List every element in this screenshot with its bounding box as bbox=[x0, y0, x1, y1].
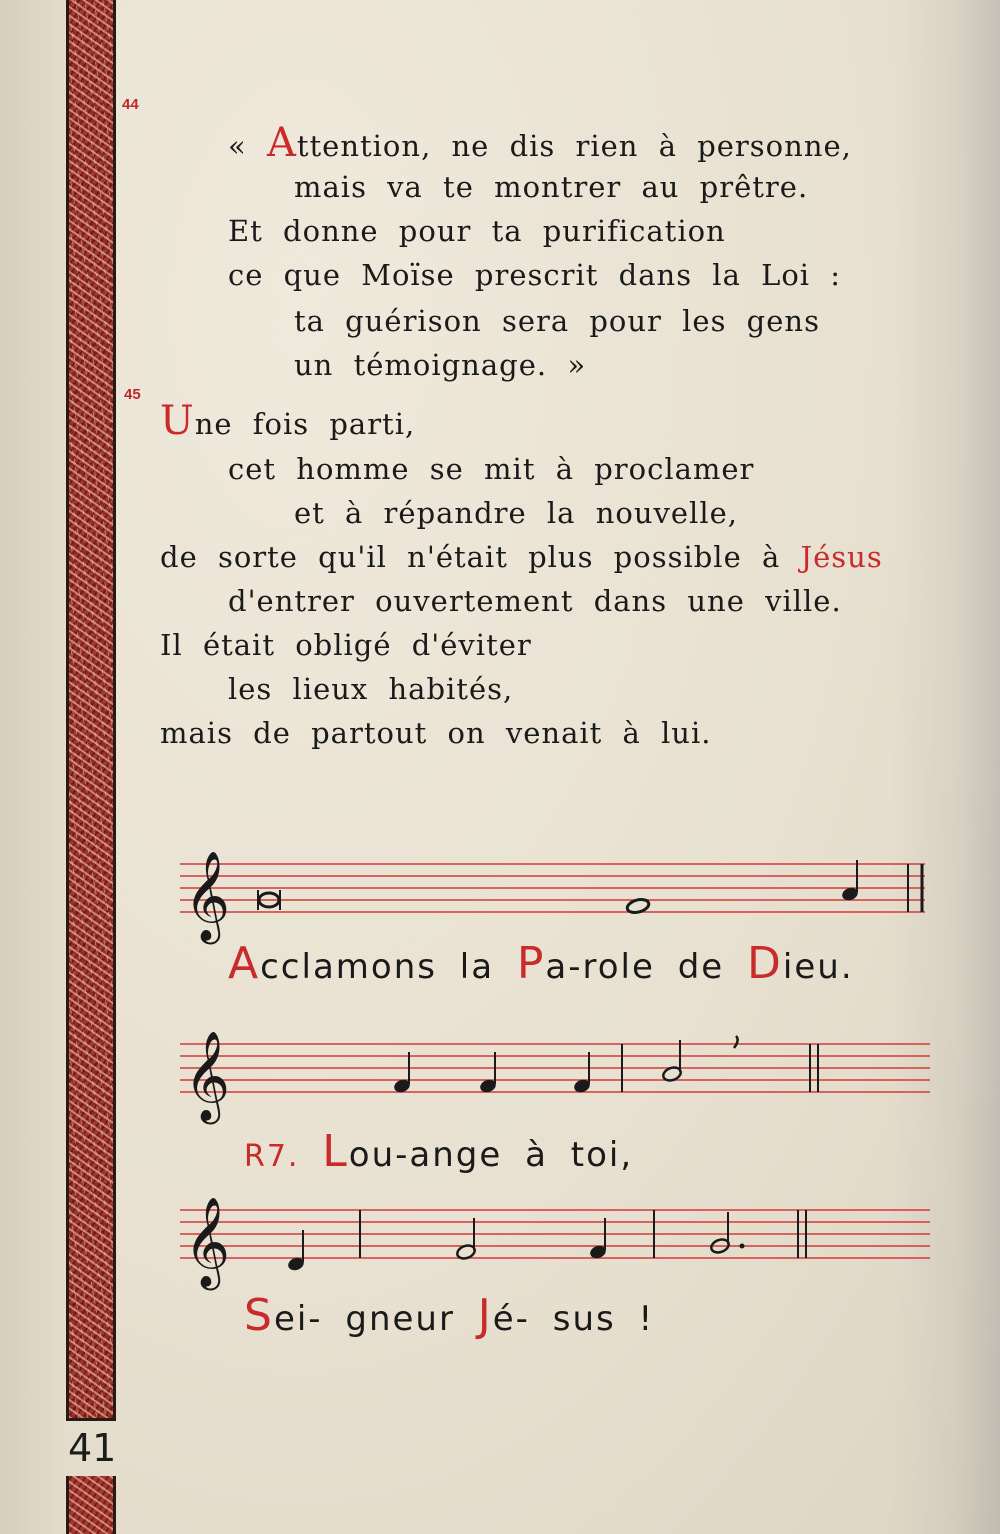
quarter-note-icon bbox=[572, 1052, 591, 1094]
verse-line: ta guérison sera pour les gens bbox=[294, 304, 820, 338]
music-staff-1 bbox=[180, 830, 940, 950]
half-note-icon bbox=[661, 1040, 682, 1083]
quarter-note-icon bbox=[478, 1052, 497, 1094]
acclamation-lyric bbox=[228, 938, 854, 989]
verse-line: les lieux habités, bbox=[228, 672, 514, 706]
treble-clef-icon: 𝄞 bbox=[184, 1197, 231, 1287]
red-initial: P bbox=[516, 938, 546, 989]
quarter-note-icon bbox=[286, 1230, 305, 1272]
staff-lines bbox=[180, 1210, 930, 1258]
verse-line: et à répandre la nouvelle, bbox=[294, 496, 738, 530]
verse-line: Il était obligé d'éviter bbox=[160, 628, 532, 662]
response-lyric bbox=[244, 1126, 633, 1177]
verse-line: Et donne pour ta purification bbox=[228, 214, 726, 248]
drop-cap: A bbox=[266, 120, 297, 166]
line-text: ttention, ne dis rien à personne, bbox=[296, 129, 852, 163]
line-text: de sorte qu'il n'était plus possible à bbox=[160, 540, 801, 574]
quarter-note-icon bbox=[840, 860, 859, 902]
music-staff-2 bbox=[180, 1010, 940, 1130]
response-lyric bbox=[244, 1290, 654, 1341]
verse-number: 44 bbox=[122, 96, 139, 113]
lyric-text: ou-ange à toi, bbox=[348, 1135, 634, 1175]
verse-line: ce que Moïse prescrit dans la Loi : bbox=[228, 258, 842, 292]
highlighted-name: Jésus bbox=[800, 540, 883, 574]
decorative-border-band bbox=[66, 0, 116, 1418]
verse-line bbox=[228, 120, 852, 166]
response-marker: R7. bbox=[244, 1139, 300, 1174]
red-initial: A bbox=[228, 938, 261, 989]
treble-clef-icon: 𝄞 bbox=[184, 851, 231, 941]
quarter-note-icon bbox=[588, 1218, 607, 1260]
verse-line bbox=[160, 398, 415, 444]
quote-mark: « bbox=[228, 129, 267, 163]
staff-lines bbox=[180, 864, 925, 912]
lyric-text: cclamons la bbox=[260, 947, 517, 987]
music-staff-3 bbox=[180, 1176, 940, 1296]
page-right-bleed bbox=[890, 0, 1000, 1534]
line-text: ne fois parti, bbox=[194, 407, 416, 441]
quarter-note-icon bbox=[392, 1052, 411, 1094]
verse-line: d'entrer ouvertement dans une ville. bbox=[228, 584, 842, 618]
page-number: 41 bbox=[68, 1426, 117, 1470]
red-initial: L bbox=[322, 1126, 349, 1177]
lyric-text: ieu. bbox=[782, 947, 854, 987]
verse-line: mais de partout on venait à lui. bbox=[160, 716, 712, 750]
verse-number: 45 bbox=[124, 386, 141, 403]
decorative-border-foot bbox=[66, 1476, 116, 1534]
verse-line: mais va te montrer au prêtre. bbox=[294, 170, 809, 204]
red-initial: D bbox=[747, 938, 783, 989]
red-initial: S bbox=[244, 1290, 274, 1341]
verse-line bbox=[160, 540, 883, 574]
lyric-text: ei- gneur bbox=[273, 1299, 478, 1339]
lyric-text: é- sus ! bbox=[492, 1299, 655, 1339]
verse-line: cet homme se mit à proclamer bbox=[228, 452, 755, 486]
border-rule bbox=[66, 1418, 116, 1421]
treble-clef-icon: 𝄞 bbox=[184, 1031, 231, 1121]
half-note-icon bbox=[455, 1218, 476, 1261]
breath-mark-icon bbox=[734, 1036, 738, 1048]
lyric-text: a-role de bbox=[545, 947, 748, 987]
verse-line: un témoignage. » bbox=[294, 348, 587, 382]
red-initial: J bbox=[477, 1290, 493, 1341]
drop-cap: U bbox=[160, 398, 195, 444]
page-left-margin bbox=[0, 0, 66, 1534]
